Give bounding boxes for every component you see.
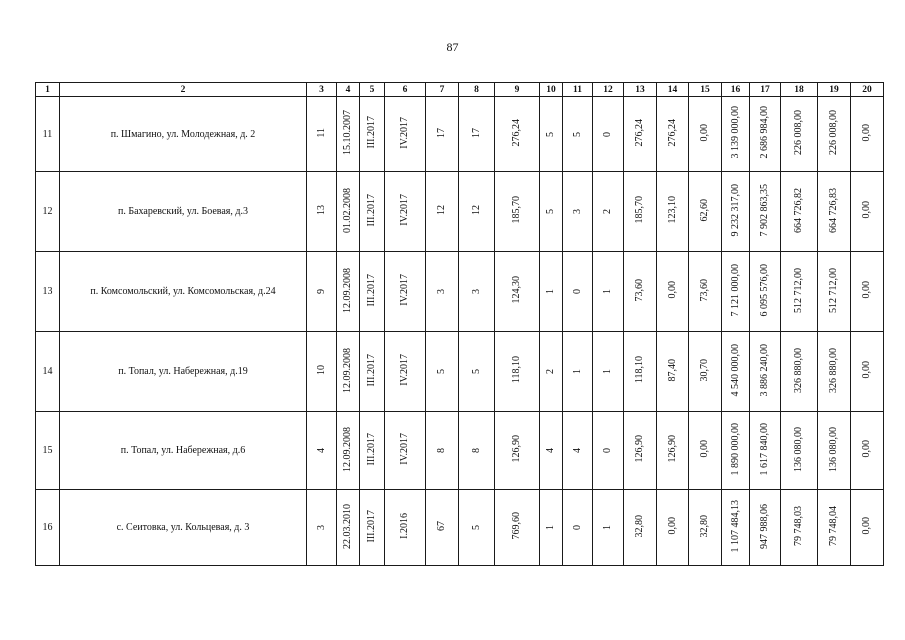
address-cell: п. Шмагино, ул. Молодежная, д. 2 <box>60 97 307 172</box>
table-cell: 326 880,00 <box>781 332 818 412</box>
table-cell: 17 <box>459 97 495 172</box>
table-cell: 0,00 <box>851 252 884 332</box>
table-cell: 15.10.2007 <box>337 97 360 172</box>
table-cell: 9 232 317,00 <box>722 172 750 252</box>
table-cell: 3 <box>426 252 459 332</box>
table-cell: 5 <box>563 97 593 172</box>
table-header-row <box>36 83 884 97</box>
table-cell: III.2017 <box>360 97 385 172</box>
table-cell: 01.02.2008 <box>337 172 360 252</box>
table-cell: 0,00 <box>851 490 884 566</box>
address-cell: п. Топал, ул. Набережная, д.6 <box>60 412 307 490</box>
table-cell: 0,00 <box>851 332 884 412</box>
table-cell: 3 <box>459 252 495 332</box>
table-cell: 1 <box>593 332 624 412</box>
table-cell: 0,00 <box>851 172 884 252</box>
table-cell: 30,70 <box>689 332 722 412</box>
table-cell: 1 107 484,13 <box>722 490 750 566</box>
table-cell: 79 748,04 <box>818 490 851 566</box>
table-cell: 276,24 <box>624 97 657 172</box>
table-cell: 2 <box>593 172 624 252</box>
table-cell: 326 880,00 <box>818 332 851 412</box>
header-cell: 8 <box>459 83 495 97</box>
table-cell: 79 748,03 <box>781 490 818 566</box>
table-cell: 947 988,06 <box>750 490 781 566</box>
header-cell: 1 <box>36 83 60 97</box>
table-cell: IV.2017 <box>385 172 426 252</box>
header-cell: 2 <box>60 83 307 97</box>
table-cell: IV.2017 <box>385 332 426 412</box>
table-cell: 4 540 000,00 <box>722 332 750 412</box>
table-cell: 32,80 <box>624 490 657 566</box>
table-cell: III.2017 <box>360 412 385 490</box>
header-cell: 7 <box>426 83 459 97</box>
row-number-cell: 15 <box>36 412 60 490</box>
header-cell: 15 <box>689 83 722 97</box>
table-cell: 769,60 <box>495 490 540 566</box>
table-cell: III.2017 <box>360 490 385 566</box>
table-row <box>36 332 884 412</box>
table-cell: 226 008,00 <box>781 97 818 172</box>
row-number-cell: 12 <box>36 172 60 252</box>
table-cell: 124,30 <box>495 252 540 332</box>
table-cell: III.2017 <box>360 172 385 252</box>
table-cell: 118,10 <box>624 332 657 412</box>
header-cell: 20 <box>851 83 884 97</box>
table-cell: 276,24 <box>657 97 689 172</box>
table-cell: 1 890 000,00 <box>722 412 750 490</box>
table-cell: 126,90 <box>624 412 657 490</box>
table-cell: 0,00 <box>657 490 689 566</box>
table-cell: 1 617 840,00 <box>750 412 781 490</box>
table-cell: 7 902 863,35 <box>750 172 781 252</box>
row-number-cell: 14 <box>36 332 60 412</box>
header-cell: 10 <box>540 83 563 97</box>
address-cell: п. Бахаревский, ул. Боевая, д.3 <box>60 172 307 252</box>
table-cell: IV.2017 <box>385 97 426 172</box>
header-cell: 17 <box>750 83 781 97</box>
table-cell: 12.09.2008 <box>337 412 360 490</box>
table-cell: 185,70 <box>495 172 540 252</box>
header-cell: 6 <box>385 83 426 97</box>
table-cell: 126,90 <box>657 412 689 490</box>
table-cell: 22.03.2010 <box>337 490 360 566</box>
table-cell: IV.2017 <box>385 412 426 490</box>
table-cell: 9 <box>307 252 337 332</box>
table-cell: 0,00 <box>689 412 722 490</box>
table-cell: 3 139 000,00 <box>722 97 750 172</box>
table-cell: 1 <box>563 332 593 412</box>
table-cell: III.2017 <box>360 252 385 332</box>
table-cell: 0,00 <box>851 97 884 172</box>
table-cell: 73,60 <box>624 252 657 332</box>
table-cell: 0 <box>563 252 593 332</box>
table-cell: 32,80 <box>689 490 722 566</box>
table-cell: I.2016 <box>385 490 426 566</box>
table-cell: 226 008,00 <box>818 97 851 172</box>
table-cell: 12.09.2008 <box>337 252 360 332</box>
table-cell: 0,00 <box>657 252 689 332</box>
table-row <box>36 490 884 566</box>
table-cell: 2 686 984,00 <box>750 97 781 172</box>
table-cell: 136 080,00 <box>781 412 818 490</box>
header-cell: 16 <box>722 83 750 97</box>
header-cell: 19 <box>818 83 851 97</box>
table-cell: 12 <box>459 172 495 252</box>
row-number-cell: 16 <box>36 490 60 566</box>
table-cell: 276,24 <box>495 97 540 172</box>
page-number: 87 <box>446 40 459 54</box>
table-row <box>36 172 884 252</box>
table-cell: 11 <box>307 97 337 172</box>
table-cell: 0 <box>593 97 624 172</box>
table-cell: 3 886 240,00 <box>750 332 781 412</box>
table-cell: 136 080,00 <box>818 412 851 490</box>
table-cell: 0,00 <box>689 97 722 172</box>
table-cell: 664 726,82 <box>781 172 818 252</box>
address-cell: с. Сеитовка, ул. Кольцевая, д. 3 <box>60 490 307 566</box>
table-cell: 5 <box>459 490 495 566</box>
table-cell: 6 095 576,00 <box>750 252 781 332</box>
table-cell: 126,90 <box>495 412 540 490</box>
table-cell: 0,00 <box>851 412 884 490</box>
address-cell: п. Топал, ул. Набережная, д.19 <box>60 332 307 412</box>
address-cell: п. Комсомольский, ул. Комсомольская, д.24 <box>60 252 307 332</box>
table-cell: 8 <box>459 412 495 490</box>
table-cell: IV.2017 <box>385 252 426 332</box>
table-cell: 5 <box>426 332 459 412</box>
header-cell: 3 <box>307 83 337 97</box>
table-cell: 512 712,00 <box>781 252 818 332</box>
table-cell: 0 <box>563 490 593 566</box>
header-cell: 11 <box>563 83 593 97</box>
table-cell: 3 <box>307 490 337 566</box>
header-cell: 5 <box>360 83 385 97</box>
table-cell: 12.09.2008 <box>337 332 360 412</box>
table-cell: 3 <box>563 172 593 252</box>
table-cell: 67 <box>426 490 459 566</box>
table-cell: 1 <box>593 252 624 332</box>
header-cell: 13 <box>624 83 657 97</box>
table-cell: 185,70 <box>624 172 657 252</box>
table-cell: 5 <box>540 97 563 172</box>
table-cell: 512 712,00 <box>818 252 851 332</box>
table-cell: 4 <box>540 412 563 490</box>
table-cell: 123,10 <box>657 172 689 252</box>
table-row <box>36 412 884 490</box>
header-cell: 12 <box>593 83 624 97</box>
table-cell: 87,40 <box>657 332 689 412</box>
table-cell: 5 <box>459 332 495 412</box>
table-cell: 73,60 <box>689 252 722 332</box>
table-cell: 62,60 <box>689 172 722 252</box>
data-table <box>35 82 884 566</box>
table-cell: 0 <box>593 412 624 490</box>
table-cell: 1 <box>540 490 563 566</box>
header-cell: 18 <box>781 83 818 97</box>
table-cell: 7 121 000,00 <box>722 252 750 332</box>
table-cell: 12 <box>426 172 459 252</box>
table-cell: 1 <box>593 490 624 566</box>
table-row <box>36 97 884 172</box>
table-cell: 4 <box>307 412 337 490</box>
table-cell: 664 726,83 <box>818 172 851 252</box>
header-cell: 4 <box>337 83 360 97</box>
table-cell: III.2017 <box>360 332 385 412</box>
table-row <box>36 252 884 332</box>
table-cell: 118,10 <box>495 332 540 412</box>
table-cell: 10 <box>307 332 337 412</box>
table-cell: 4 <box>563 412 593 490</box>
header-cell: 14 <box>657 83 689 97</box>
header-cell: 9 <box>495 83 540 97</box>
table-cell: 5 <box>540 172 563 252</box>
table-cell: 13 <box>307 172 337 252</box>
row-number-cell: 13 <box>36 252 60 332</box>
table-cell: 17 <box>426 97 459 172</box>
table-cell: 8 <box>426 412 459 490</box>
row-number-cell: 11 <box>36 97 60 172</box>
table-cell: 1 <box>540 252 563 332</box>
table-cell: 2 <box>540 332 563 412</box>
